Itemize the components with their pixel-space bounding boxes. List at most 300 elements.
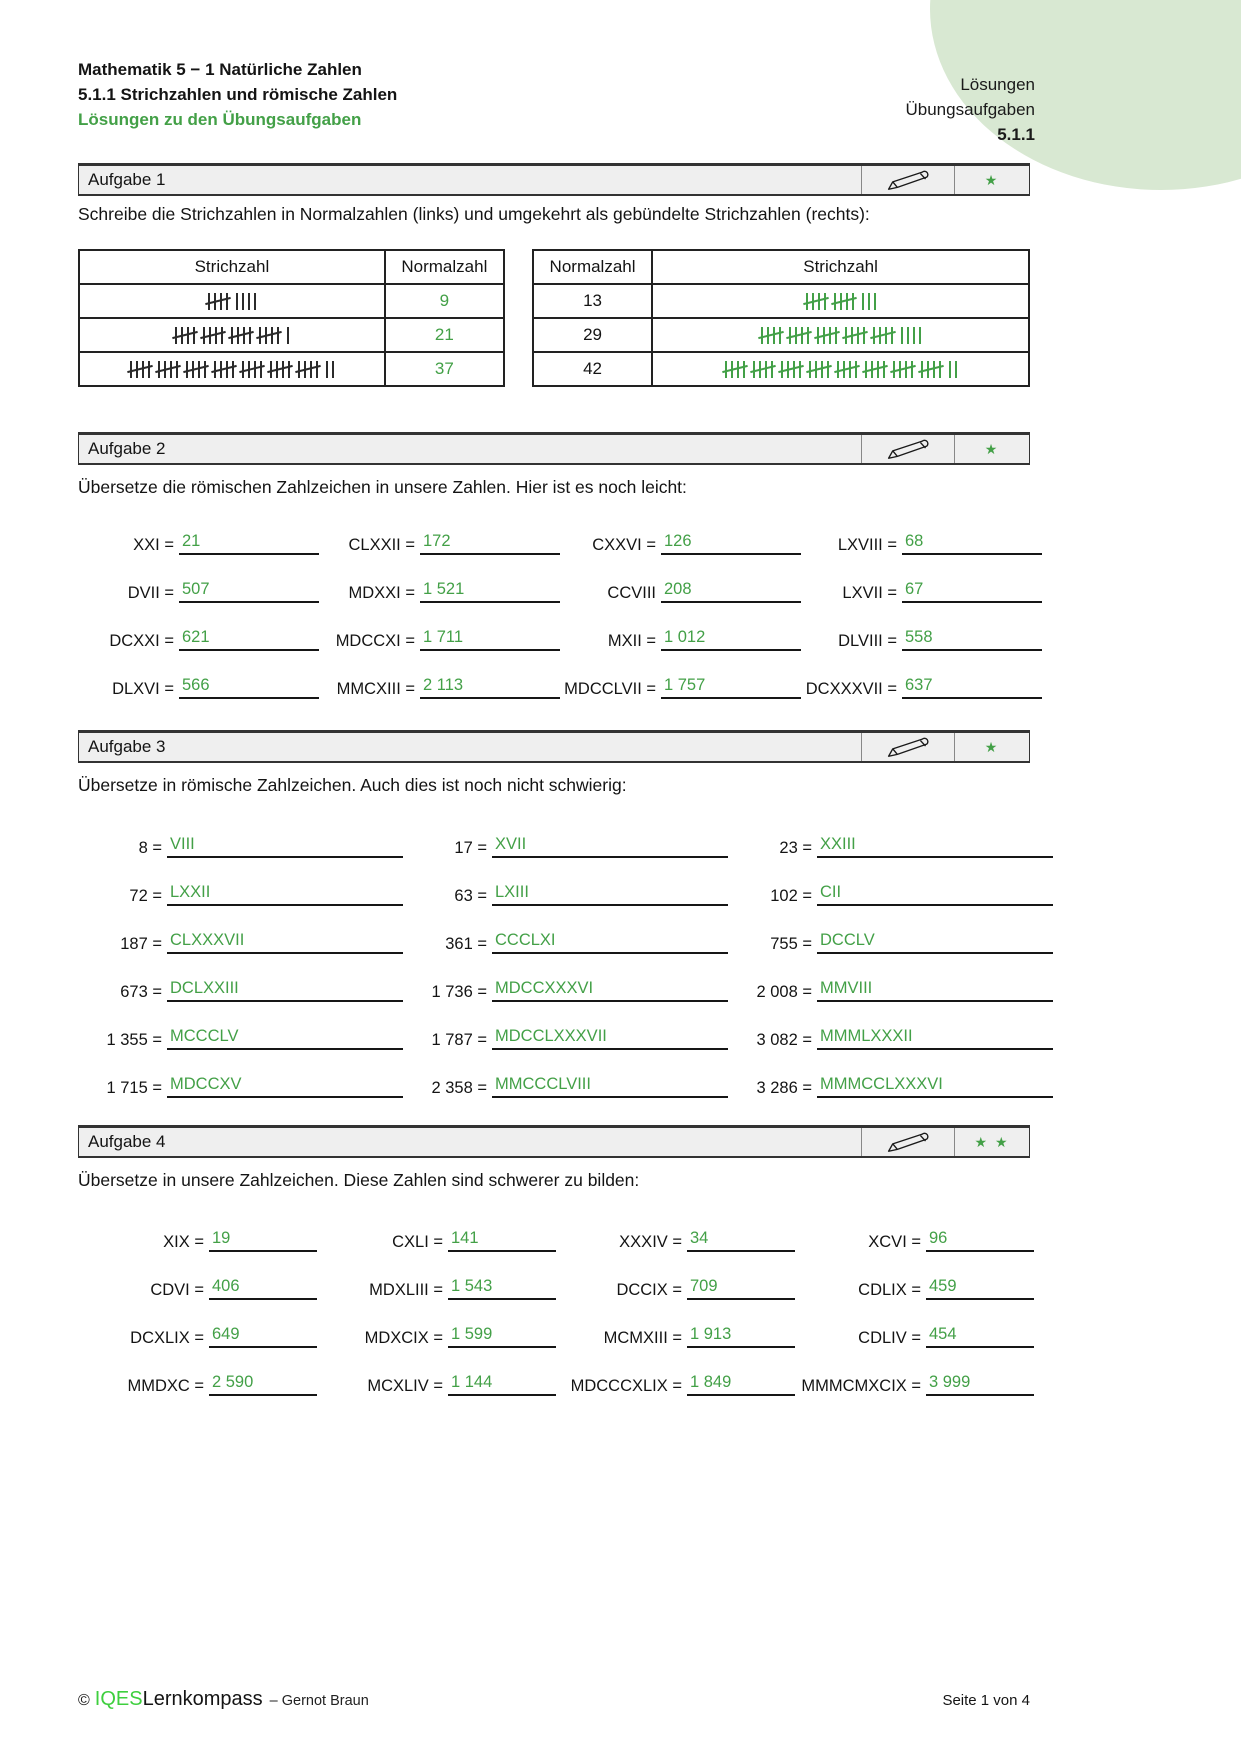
tally-bar (326, 361, 328, 378)
task-2-title: Aufgabe 2 (88, 439, 166, 458)
exercise-item (801, 609, 1042, 657)
corner-line-uebungsaufgaben: Übungsaufgaben (905, 100, 1035, 119)
exercise-label: LXVII = (842, 584, 897, 602)
tally-group-of-5 (270, 361, 290, 378)
exercise-answer: 1 012 (661, 628, 801, 651)
exercise-label: 17 = (454, 839, 487, 857)
tally-singles (236, 293, 256, 310)
tally-group-of-5 (130, 361, 150, 378)
tally-bar (868, 293, 870, 310)
exercise-label: MDCCXI = (335, 632, 415, 650)
tally-bar (743, 361, 745, 378)
exercise-label: DCXLIX = (130, 1329, 204, 1347)
exercise-item (78, 1258, 317, 1306)
exercise-answer: 172 (420, 532, 560, 555)
tally-bar (248, 293, 250, 310)
tally-singles (287, 327, 289, 344)
exercise-answer: MMMLXXXII (817, 1027, 1053, 1050)
tally-bar (316, 361, 318, 378)
table-row (533, 284, 1029, 318)
pencil-icon (861, 166, 954, 194)
tally-marks (761, 327, 921, 344)
exercise-label: CDLIV = (858, 1329, 921, 1347)
exercise-label: MDCCCXLIX = (570, 1377, 682, 1395)
tally-bar (835, 327, 837, 344)
exercise-label: 1 787 = (431, 1031, 487, 1049)
tally-bar (193, 327, 195, 344)
exercise-answer: MMMCCLXXXVI (817, 1075, 1053, 1098)
exercise-item (78, 816, 403, 864)
tally-bar (243, 327, 245, 344)
exercise-item (403, 1056, 728, 1104)
exercise-answer: 709 (687, 1277, 795, 1300)
tally-group-of-5 (725, 361, 745, 378)
star-rating: ★ (954, 733, 1029, 761)
tally-group-of-5 (175, 327, 195, 344)
tally-bar (288, 361, 290, 378)
star-rating: ★ (954, 435, 1029, 463)
tally-bar (883, 361, 885, 378)
exercise-label: 72 = (129, 887, 162, 905)
tally-marks (175, 327, 289, 344)
exercise-item (317, 1354, 556, 1402)
exercise-item (556, 1354, 795, 1402)
tally-marks (130, 361, 334, 378)
exercise-item (78, 1306, 317, 1354)
brand-lernkompass: Lernkompass (142, 1688, 263, 1710)
tally-group-of-5 (158, 361, 178, 378)
exercise-item (319, 609, 560, 657)
tally-bar (779, 327, 781, 344)
tally-bar (221, 327, 223, 344)
tally-singles (862, 293, 876, 310)
exercise-answer: LXXII (167, 883, 403, 906)
exercise-item (78, 561, 319, 609)
column-header-strichzahl: Strichzahl (79, 250, 385, 284)
tally-bar (198, 361, 200, 378)
exercise-item (78, 657, 319, 705)
tally-bar (807, 327, 809, 344)
exercise-answer: 558 (902, 628, 1042, 651)
tally-bar (176, 361, 178, 378)
exercise-item (317, 1306, 556, 1354)
tally-group-of-5 (834, 293, 854, 310)
tally-bar (226, 293, 228, 310)
exercise-answer: 3 999 (926, 1373, 1034, 1396)
tally-bar (142, 361, 144, 378)
tally-singles (326, 361, 334, 378)
tally-group-of-5 (259, 327, 279, 344)
exercise-item (728, 864, 1053, 912)
exercise-label: 1 736 = (431, 983, 487, 1001)
exercise-label: DVII = (127, 584, 174, 602)
tally-group-of-5 (242, 361, 262, 378)
exercise-label: MXII = (607, 632, 656, 650)
task-1-bar (78, 163, 1030, 196)
tally-group-of-5 (214, 361, 234, 378)
exercise-label: 8 = (138, 839, 162, 857)
exercise-answer: 507 (179, 580, 319, 603)
task-4-instruction: Übersetze in unsere Zahlzeichen. Diese Zahlen sind schwerer zu bilden: (78, 1170, 640, 1190)
exercise-answer: CII (817, 883, 1053, 906)
exercise-label: 361 = (445, 935, 487, 953)
exercise-item (403, 816, 728, 864)
exercise-answer: 19 (209, 1229, 317, 1252)
exercise-label: DCXXI = (109, 632, 174, 650)
table-row (79, 318, 504, 352)
tally-bar (901, 327, 903, 344)
exercise-label: 755 = (770, 935, 812, 953)
exercise-label: MDXXI = (348, 584, 415, 602)
exercise-item (801, 657, 1042, 705)
exercise-item (78, 864, 403, 912)
tally-singles (901, 327, 921, 344)
exercise-label: MCXLIV = (367, 1377, 443, 1395)
exercise-item (801, 561, 1042, 609)
tally-bar (220, 293, 222, 310)
exercise-item (795, 1354, 1034, 1402)
tally-group-of-5 (753, 361, 773, 378)
tally-group-of-5 (231, 327, 251, 344)
tally-bar (242, 293, 244, 310)
tally-group-of-5 (893, 361, 913, 378)
tally-bar (332, 361, 334, 378)
task-3-bar (78, 730, 1030, 763)
tally-bar (919, 327, 921, 344)
tally-bar (911, 361, 913, 378)
task-4-answers-grid (78, 1210, 1030, 1402)
exercise-answer: MDCCXXXVI (492, 979, 728, 1002)
exercise-answer: 454 (926, 1325, 1034, 1348)
task-3-answers-grid (78, 816, 1030, 1104)
exercise-item (728, 960, 1053, 1008)
exercise-item (560, 657, 801, 705)
strichzahl-to-normalzahl-table (78, 249, 505, 387)
tally-bar (204, 361, 206, 378)
column-header-normalzahl: Normalzahl (385, 250, 504, 284)
exercise-label: XCVI = (868, 1233, 921, 1251)
exercise-answer: DCLXXIII (167, 979, 403, 1002)
exercise-answer: 406 (209, 1277, 317, 1300)
exercise-item (78, 960, 403, 1008)
brand-iqes: IQES (94, 1688, 143, 1710)
exercise-label: CDLIX = (858, 1281, 921, 1299)
table-row (79, 284, 504, 318)
tally-bar (855, 361, 857, 378)
exercise-item (728, 1008, 1053, 1056)
table-header-row (79, 250, 504, 284)
exercise-answer: 637 (902, 676, 1042, 699)
document-header (78, 57, 397, 132)
strichzahl-cell (79, 284, 385, 318)
exercise-label: 1 715 = (106, 1079, 162, 1097)
task-2-instruction: Übersetze die römischen Zahlzeichen in unsere Zahlen. Hier ist es noch leicht: (78, 477, 687, 497)
exercise-item (728, 1056, 1053, 1104)
exercise-answer: 1 543 (448, 1277, 556, 1300)
exercise-item (317, 1258, 556, 1306)
task-1-instruction: Schreibe die Strichzahlen in Normalzahlen (links) und umgekehrt als gebündelte Strichzahlen (rechts): (78, 204, 870, 224)
exercise-item (78, 1008, 403, 1056)
exercise-item (795, 1258, 1034, 1306)
exercise-label: MDXCIX = (364, 1329, 443, 1347)
exercise-label: DLXVI = (112, 680, 174, 698)
exercise-label: CCVIII (607, 584, 656, 602)
exercise-label: CLXXII = (348, 536, 415, 554)
exercise-answer: 566 (179, 676, 319, 699)
exercise-label: DLVIII = (838, 632, 897, 650)
exercise-answer: XVII (492, 835, 728, 858)
exercise-answer: MMVIII (817, 979, 1053, 1002)
exercise-label: XIX = (163, 1233, 204, 1251)
pencil-icon (861, 733, 954, 761)
exercise-item (317, 1210, 556, 1258)
exercise-answer: LXIII (492, 883, 728, 906)
exercise-label: 3 286 = (756, 1079, 812, 1097)
exercise-answer: 1 521 (420, 580, 560, 603)
exercise-label: CDVI = (150, 1281, 204, 1299)
pencil-icon (861, 435, 954, 463)
tally-bar (271, 327, 273, 344)
exercise-label: MMCXIII = (336, 680, 415, 698)
exercise-item (78, 912, 403, 960)
exercise-answer: MCCCLV (167, 1027, 403, 1050)
page-number: Seite 1 von 4 (942, 1692, 1030, 1709)
exercise-label: MMDXC = (127, 1377, 204, 1395)
tally-bar (827, 361, 829, 378)
table-header-row (533, 250, 1029, 284)
tally-bar (955, 361, 957, 378)
task-3-title: Aufgabe 3 (88, 737, 166, 756)
exercise-answer: 141 (448, 1229, 556, 1252)
exercise-label: 1 355 = (106, 1031, 162, 1049)
exercise-answer: 126 (661, 532, 801, 555)
tally-bar (254, 361, 256, 378)
exercise-answer: 68 (902, 532, 1042, 555)
exercise-label: MMMCMXCIX = (801, 1377, 921, 1395)
exercise-item (728, 816, 1053, 864)
strichzahl-answer (652, 352, 1029, 386)
exercise-item (403, 960, 728, 1008)
exercise-item (403, 912, 728, 960)
column-header-strichzahl: Strichzahl (652, 250, 1029, 284)
tally-singles (949, 361, 957, 378)
exercise-label: MDXLIII = (369, 1281, 443, 1299)
tally-group-of-5 (809, 361, 829, 378)
exercise-answer: MDCCXV (167, 1075, 403, 1098)
tally-marks (208, 293, 256, 310)
tally-bar (863, 327, 865, 344)
exercise-answer: 67 (902, 580, 1042, 603)
tally-group-of-5 (203, 327, 223, 344)
tally-bar (260, 361, 262, 378)
tally-bar (824, 293, 826, 310)
table-row (533, 352, 1029, 386)
tally-bar (862, 293, 864, 310)
tally-bar (148, 361, 150, 378)
tally-bar (232, 361, 234, 378)
exercise-label: DCXXXVII = (805, 680, 897, 698)
exercise-answer: 2 113 (420, 676, 560, 699)
exercise-label: 23 = (779, 839, 812, 857)
exercise-label: MDCCLVII = (564, 680, 656, 698)
tally-group-of-5 (298, 361, 318, 378)
exercise-label: XXI = (133, 536, 174, 554)
star-rating: ★ (954, 166, 1029, 194)
exercise-answer: 1 757 (661, 676, 801, 699)
exercise-answer: 1 599 (448, 1325, 556, 1348)
exercise-item (801, 513, 1042, 561)
exercise-answer: 1 711 (420, 628, 560, 651)
tally-group-of-5 (806, 293, 826, 310)
exercise-answer: 1 849 (687, 1373, 795, 1396)
exercise-answer: MMCCCLVIII (492, 1075, 728, 1098)
tally-group-of-5 (873, 327, 893, 344)
exercise-item (319, 513, 560, 561)
tally-bar (236, 293, 238, 310)
pencil-icon (861, 1128, 954, 1156)
task-1-title: Aufgabe 1 (88, 170, 166, 189)
strichzahl-cell (79, 352, 385, 386)
tally-bar (249, 327, 251, 344)
exercise-label: 187 = (120, 935, 162, 953)
tally-group-of-5 (781, 361, 801, 378)
tally-bar (852, 293, 854, 310)
tally-marks (806, 293, 876, 310)
tally-group-of-5 (865, 361, 885, 378)
exercise-label: LXVIII = (837, 536, 897, 554)
exercise-item (78, 1210, 317, 1258)
exercise-item (403, 864, 728, 912)
exercise-item (78, 1056, 403, 1104)
exercise-label: MCMXIII = (603, 1329, 682, 1347)
tally-bar (891, 327, 893, 344)
exercise-answer: CCCLXI (492, 931, 728, 954)
tally-bar (907, 327, 909, 344)
tally-bar (187, 327, 189, 344)
exercise-label: 102 = (770, 887, 812, 905)
tally-group-of-5 (837, 361, 857, 378)
tally-bar (215, 327, 217, 344)
exercise-answer: DCCLV (817, 931, 1053, 954)
tally-bar (287, 327, 289, 344)
tally-bar (939, 361, 941, 378)
author-name: – Gernot Braun (269, 1693, 369, 1709)
normalzahl-cell: 42 (533, 352, 652, 386)
exercise-item (560, 561, 801, 609)
tally-group-of-5 (817, 327, 837, 344)
tally-bar (799, 361, 801, 378)
normalzahl-cell: 13 (533, 284, 652, 318)
tally-bar (277, 327, 279, 344)
exercise-item (319, 561, 560, 609)
tally-bar (949, 361, 951, 378)
course-title: Mathematik 5 − 1 Natürliche Zahlen (78, 60, 362, 79)
exercise-label: CXXVI = (592, 536, 656, 554)
normalzahl-answer: 37 (385, 352, 504, 386)
tally-group-of-5 (921, 361, 941, 378)
exercise-answer: MDCCLXXXVII (492, 1027, 728, 1050)
exercise-label: DCCIX = (616, 1281, 682, 1299)
exercise-answer: 1 144 (448, 1373, 556, 1396)
exercise-answer: VIII (167, 835, 403, 858)
exercise-item (78, 513, 319, 561)
copyright-icon: © (78, 1692, 90, 1709)
table-row (79, 352, 504, 386)
solutions-subtitle: Lösungen zu den Übungsaufgaben (78, 110, 362, 129)
exercise-answer: 649 (209, 1325, 317, 1348)
chapter-title: 5.1.1 Strichzahlen und römische Zahlen (78, 85, 398, 104)
normalzahl-to-strichzahl-table (532, 249, 1030, 387)
page-footer (78, 1688, 1030, 1711)
exercise-item (795, 1210, 1034, 1258)
exercise-item (78, 609, 319, 657)
task-3-instruction: Übersetze in römische Zahlzeichen. Auch dies ist noch nicht schwierig: (78, 775, 627, 795)
tally-bar (874, 293, 876, 310)
exercise-label: XXXIV = (619, 1233, 682, 1251)
normalzahl-answer: 21 (385, 318, 504, 352)
exercise-label: 63 = (454, 887, 487, 905)
tally-bar (170, 361, 172, 378)
exercise-label: 673 = (120, 983, 162, 1001)
exercise-label: 2 358 = (431, 1079, 487, 1097)
exercise-item (795, 1306, 1034, 1354)
exercise-answer: CLXXXVII (167, 931, 403, 954)
corner-label (905, 72, 1035, 147)
corner-line-loesungen: Lösungen (960, 75, 1035, 94)
exercise-label: 3 082 = (756, 1031, 812, 1049)
corner-chapter-number: 5.1.1 (997, 125, 1035, 144)
exercise-answer: 96 (926, 1229, 1034, 1252)
exercise-label: CXLI = (392, 1233, 443, 1251)
exercise-item (556, 1258, 795, 1306)
tally-bar (282, 361, 284, 378)
tally-bar (771, 361, 773, 378)
exercise-item (319, 657, 560, 705)
tally-group-of-5 (789, 327, 809, 344)
tally-group-of-5 (186, 361, 206, 378)
exercise-item (556, 1306, 795, 1354)
column-header-normalzahl: Normalzahl (533, 250, 652, 284)
normalzahl-cell: 29 (533, 318, 652, 352)
exercise-answer: 21 (179, 532, 319, 555)
tally-bar (254, 293, 256, 310)
tally-bar (310, 361, 312, 378)
exercise-answer: 1 913 (687, 1325, 795, 1348)
strichzahl-cell (79, 318, 385, 352)
exercise-label: 2 008 = (756, 983, 812, 1001)
exercise-answer: 2 590 (209, 1373, 317, 1396)
tally-group-of-5 (845, 327, 865, 344)
exercise-item (560, 609, 801, 657)
exercise-item (556, 1210, 795, 1258)
exercise-item (728, 912, 1053, 960)
strichzahl-answer (652, 284, 1029, 318)
strichzahl-answer (652, 318, 1029, 352)
task-2-bar (78, 432, 1030, 465)
exercise-item (560, 513, 801, 561)
star-rating: ★ ★ (954, 1128, 1029, 1156)
exercise-item (78, 1354, 317, 1402)
task-4-title: Aufgabe 4 (88, 1132, 166, 1151)
exercise-item (403, 1008, 728, 1056)
task-1-tables (78, 249, 1030, 387)
tally-bar (226, 361, 228, 378)
exercise-answer: 459 (926, 1277, 1034, 1300)
table-row (533, 318, 1029, 352)
task-2-answers-grid (78, 513, 1030, 705)
tally-group-of-5 (761, 327, 781, 344)
exercise-answer: 621 (179, 628, 319, 651)
